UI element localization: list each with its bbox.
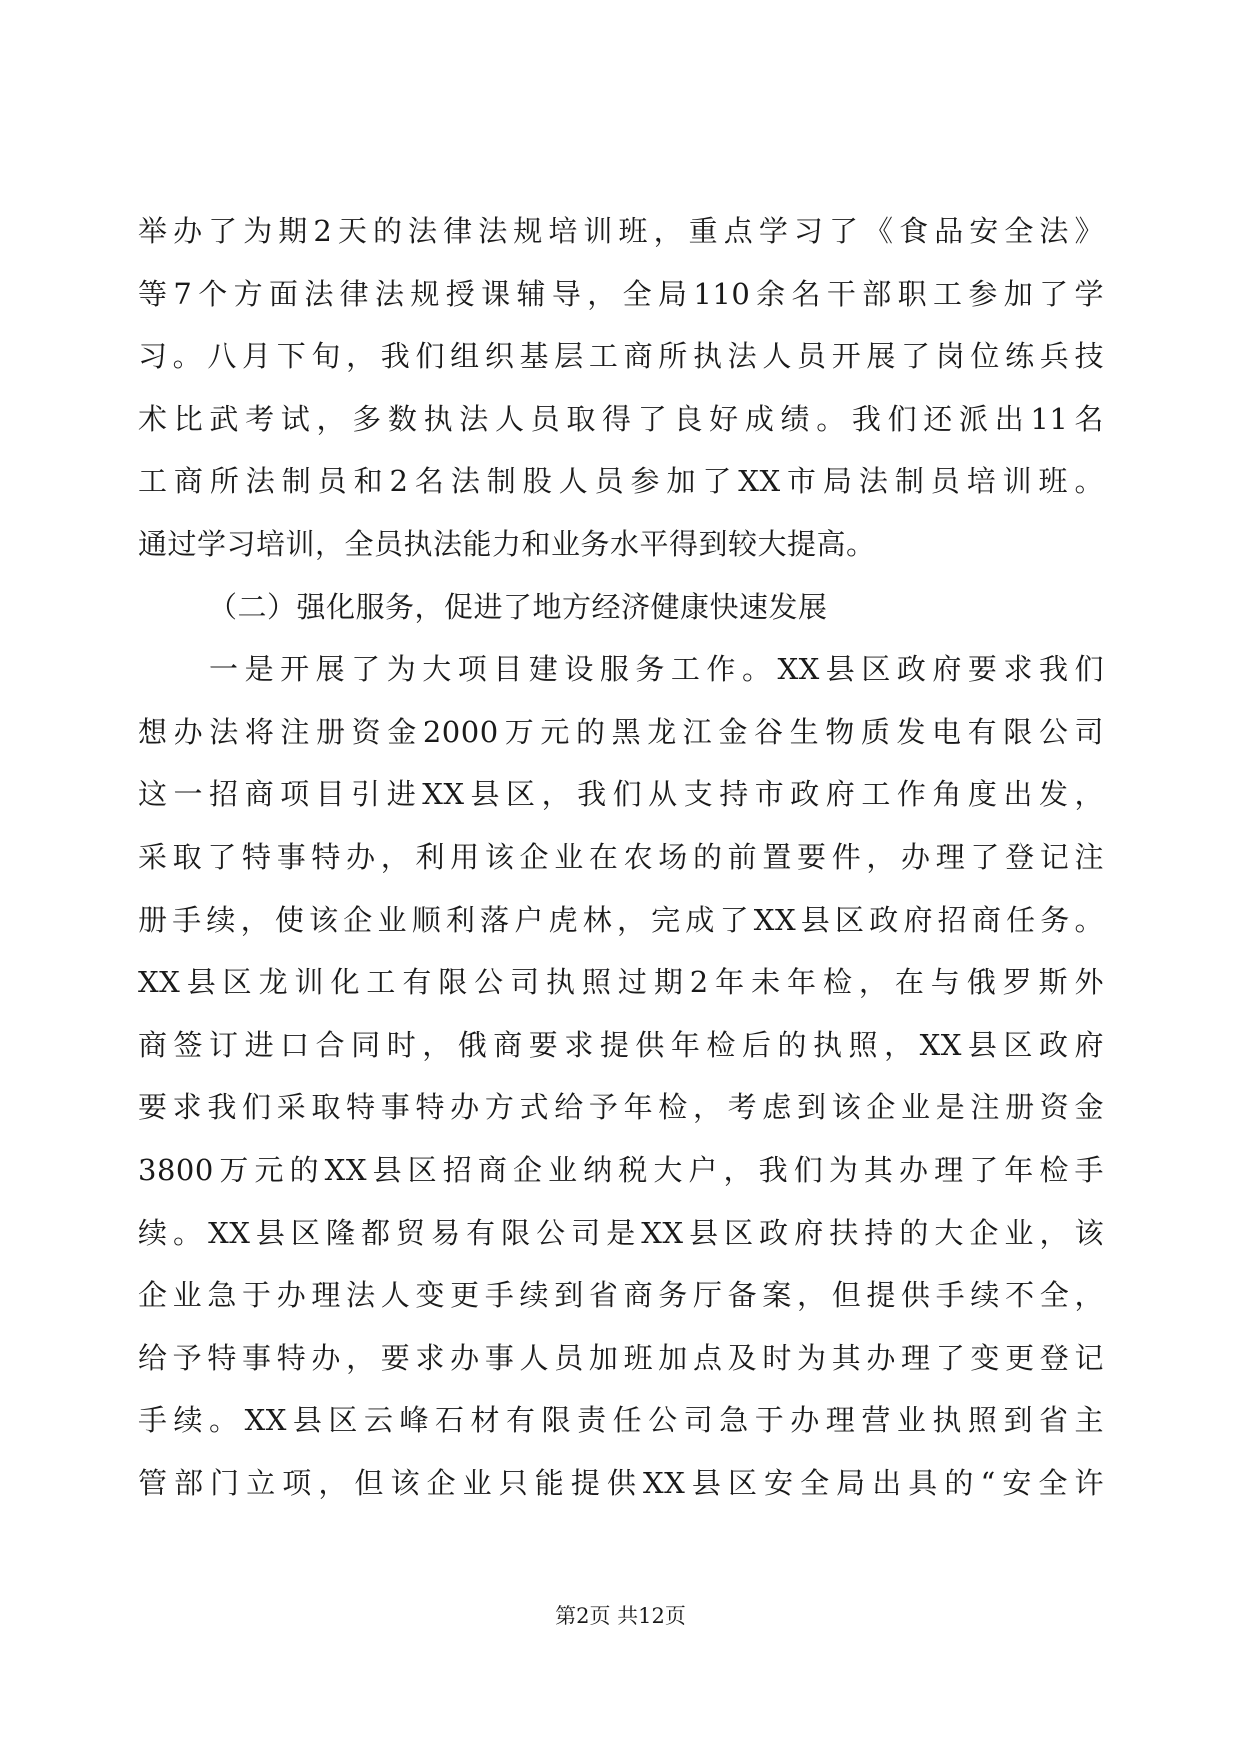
text-line: 3800万元的XX县区招商企业纳税大户，我们为其办理了年检手 [138,1152,1104,1187]
text-line: 企业急于办理法人变更手续到省商务厅备案，但提供手续不全， [138,1278,1104,1313]
text-line: 等7个方面法律法规授课辅导，全局110余名干部职工参加了学 [138,276,1104,311]
text-line: 想办法将注册资金2000万元的黑龙江金谷生物质发电有限公司 [138,714,1104,749]
text-line: 术比武考试，多数执法人员取得了良好成绩。我们还派出11名 [138,401,1104,436]
text-line: 这一招商项目引进XX县区，我们从支持市政府工作角度出发， [138,777,1104,812]
text-line: 册手续，使该企业顺利落户虎林，完成了XX县区政府招商任务。 [138,902,1104,937]
text-line: 手续。XX县区云峰石材有限责任公司急于办理营业执照到省主 [138,1403,1104,1438]
text-line: 采取了特事特办，利用该企业在农场的前置要件，办理了登记注 [138,839,1104,874]
text-line: 管部门立项，但该企业只能提供XX县区安全局出具的“安全许 [138,1465,1104,1500]
text-line: 通过学习培训，全员执法能力和业务水平得到较大提高。 [138,526,876,561]
text-line: 举办了为期2天的法律法规培训班，重点学习了《食品安全法》 [138,214,1104,248]
text-line: 续。XX县区隆都贸易有限公司是XX县区政府扶持的大企业，该 [138,1215,1104,1250]
section-heading: （二）强化服务，促进了地方经济健康快速发展 [208,589,828,624]
text-line: 要求我们采取特事特办方式给予年检，考虑到该企业是注册资金 [138,1090,1104,1125]
text-line: 一是开展了为大项目建设服务工作。XX县区政府要求我们 [138,652,1104,687]
text-line: XX县区龙训化工有限公司执照过期2年未年检，在与俄罗斯外 [138,965,1104,1000]
text-line: 给予特事特办，要求办事人员加班加点及时为其办理了变更登记 [138,1340,1104,1375]
page-number-footer: 第2页 共12页 [555,1604,686,1628]
document-body [138,200,1104,1514]
text-line: 商签订进口合同时，俄商要求提供年检后的执照，XX县区政府 [138,1027,1104,1062]
text-line: 习。八月下旬，我们组织基层工商所执法人员开展了岗位练兵技 [138,339,1104,374]
text-line: 工商所法制员和2名法制股人员参加了XX市局法制员培训班。 [138,464,1104,499]
